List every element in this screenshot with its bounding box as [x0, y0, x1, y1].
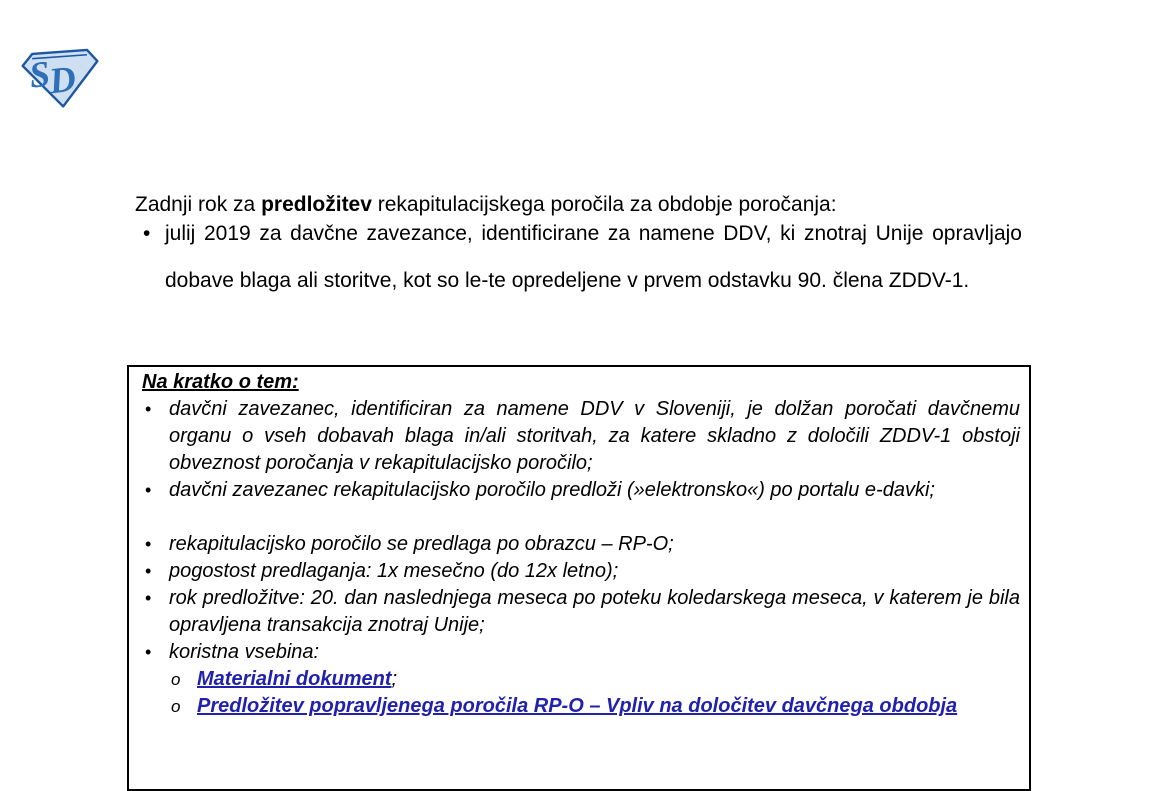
box-title: Na kratko o tem: — [142, 371, 299, 393]
intro-text-part2: rekapitulacijskega poročila za obdobje poročanja: — [371, 193, 837, 216]
box-bullet-text: koristna vsebina: — [169, 641, 320, 663]
intro-text-bold: predložitev — [261, 193, 372, 216]
bullet-marker: • — [145, 561, 152, 581]
sd-shield-icon — [19, 46, 101, 108]
bullet-marker: • — [145, 588, 152, 608]
logo-letter-s: S — [26, 52, 53, 96]
link-predlozitev-popravljenega-porocila[interactable]: Predložitev popravljenega poročila RP-O – Vpliv na določitev davčnega obdobja — [197, 695, 958, 717]
box-bullet-text: pogostost predlaganja: 1x mesečno (do 12x letno); — [169, 560, 619, 582]
sub-bullet-item — [169, 666, 1020, 693]
sub-bullet-text — [197, 666, 1020, 693]
bullet-marker: • — [145, 480, 152, 500]
sub-bullet-marker: o — [171, 697, 181, 716]
box-bullet-text: davčni zavezanec, identificiran za namene DDV v Sloveniji, je dolžan poročati davčnemu organu o vseh dobavah blaga in/ali storitvah, za katere skladno z določili ZDDV-1 obstoji obveznost poročanja v rekapitulacijsko poročilo; — [169, 398, 1020, 474]
bullet-marker: • — [143, 222, 151, 245]
sub-bullet-item — [169, 693, 1020, 720]
box-bullet-item — [141, 396, 1020, 477]
bullet-marker: • — [145, 534, 152, 554]
box-bullet-item — [141, 639, 1020, 666]
box-bullet-item — [141, 531, 1020, 558]
bullet-marker: • — [145, 399, 152, 419]
box-bullet-item — [141, 585, 1020, 639]
link-suffix: ; — [391, 668, 398, 690]
box-bullet-text: rekapitulacijsko poročilo se predlaga po obrazcu – RP-O; — [169, 533, 674, 555]
box-bullet-text: rok predložitve: 20. dan naslednjega meseca po poteku koledarskega meseca, v katerem je bila opravljena transakcija znotraj Unije; — [169, 587, 1020, 636]
sub-bullet-marker: o — [171, 670, 181, 689]
box-bullet-item — [141, 477, 1020, 504]
info-box — [127, 365, 1031, 791]
sub-bullet-text — [197, 693, 1020, 720]
box-bullet-item — [141, 558, 1020, 585]
logo-letter-d: D — [46, 57, 79, 102]
intro-text-part1: Zadnji rok za — [135, 193, 262, 216]
intro-bullet-text: julij 2019 za davčne zavezance, identificirane za namene DDV, ki znotraj Unije opravljajo dobave blaga ali storitve, kot so le-te opredeljene v prvem odstavku 90. člena ZDDV-1. — [165, 222, 1022, 292]
box-bullet-text: davčni zavezanec rekapitulacijsko poročilo predloži (»elektronsko«) po portalu e-davki; — [169, 479, 935, 501]
sd-shield-logo — [19, 46, 101, 108]
link-materialni-dokument[interactable]: Materialni dokument — [197, 668, 392, 690]
intro-bullet-item — [135, 211, 1022, 304]
bullet-marker: • — [145, 642, 152, 662]
blank-line — [141, 504, 1020, 531]
